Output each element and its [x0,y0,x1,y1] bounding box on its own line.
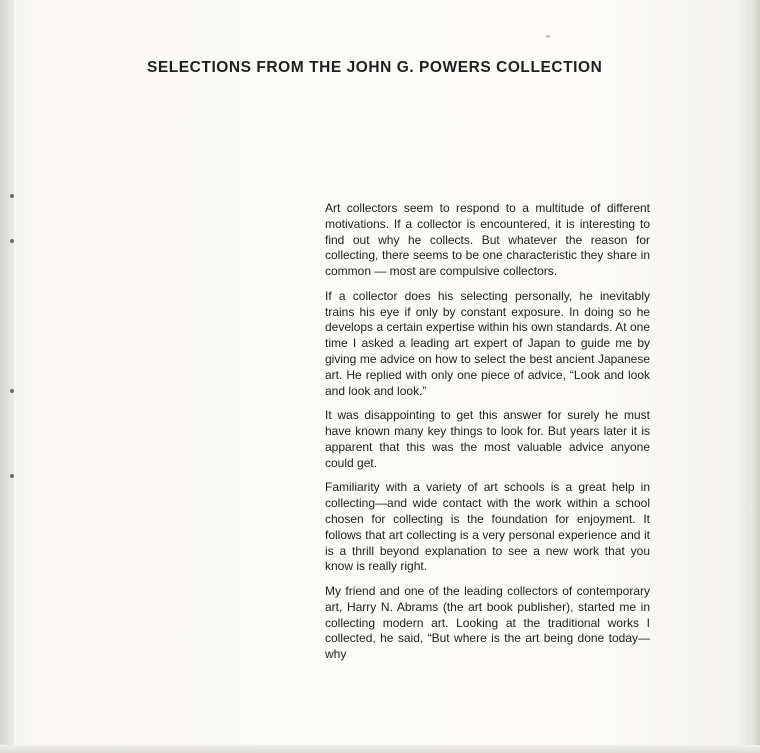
paragraph: Art collectors seem to respond to a multitude of different motivations. If a collector is encountered, it is interesting to find out why he collects. But whatever the reason for collecting, there seems to be one characteristic they share in common — most are compulsive collectors. [325,201,650,279]
paper-speck [546,35,550,38]
binding-hole [10,194,14,198]
page-bottom-edge [0,745,760,753]
paragraph: Familiarity with a variety of art schools is a great help in collecting—and wide contact with the work within a school chosen for collecting is the foundation for enjoyment. It follows that art collecting is a very personal experience and it is a thrill beyond explanation to see a new work that you know is really right. [325,480,650,574]
paragraph: If a collector does his selecting personally, he inevitably trains his eye if only by constant exposure. In doing so he develops a certain expertise within his own standards. At one time I asked a leading art expert of Japan to guide me by giving me advice on how to select the best ancient Japanese art. He replied with only one piece of advice, “Look and look and look and look.” [325,288,650,398]
page-gutter-shadow [0,0,14,753]
binding-hole [10,239,14,243]
paragraph: My friend and one of the leading collectors of contemporary art, Harry N. Abrams (the art book publisher), started me in collecting modern art. Looking at the traditional works I collected, he said, “But where is the art being done today—why [325,584,650,662]
binding-hole [10,389,14,393]
body-text [325,201,650,672]
binding-hole [10,474,14,478]
page-title: SELECTIONS FROM THE JOHN G. POWERS COLLECTION [147,59,603,76]
paragraph: It was disappointing to get this answer for surely he must have known many key things to look for. But years later it is apparent that this was the most valuable advice anyone could get. [325,408,650,470]
page-right-edge [750,0,760,753]
